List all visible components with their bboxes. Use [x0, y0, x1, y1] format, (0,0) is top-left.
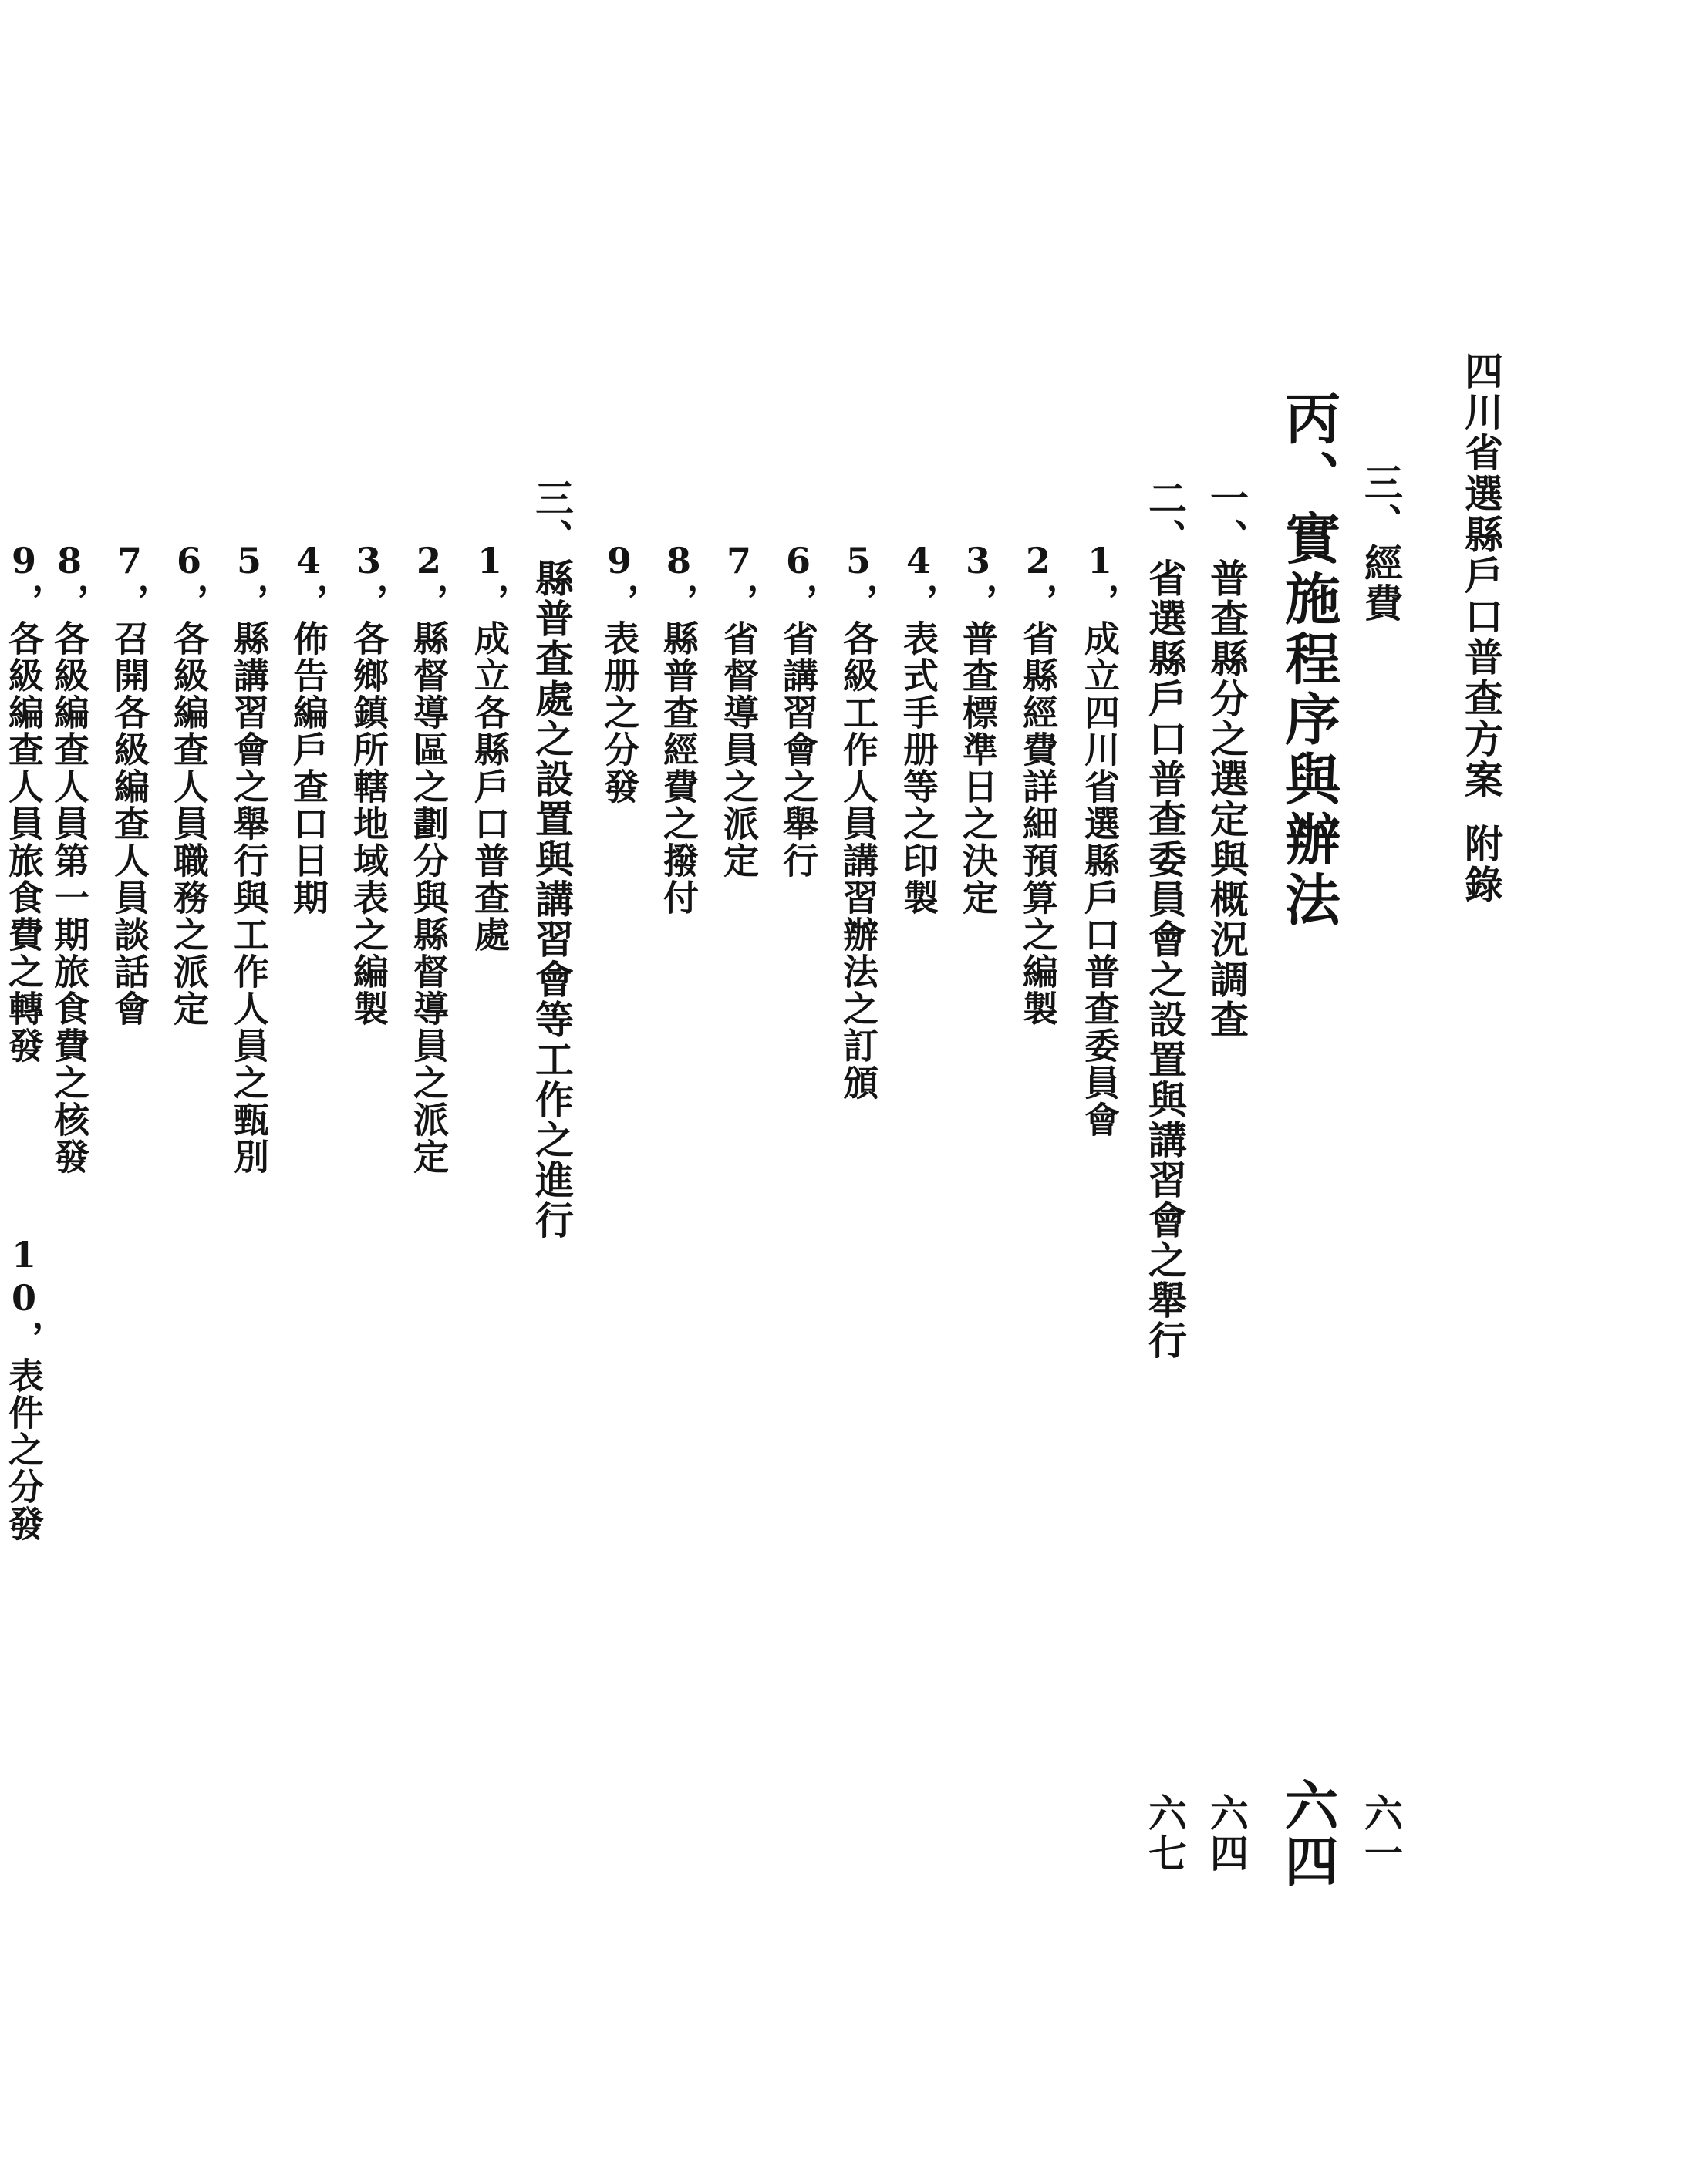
toc-item-3-8: 8，各級編查人員第一期旅食費之核發	[49, 540, 90, 1175]
toc-item-2-5: 5，各級工作人員講習辦法之訂頒	[838, 540, 879, 1101]
toc-item-2-9: 9，表册之分發	[599, 540, 640, 805]
page-number-section: 六四	[1276, 1778, 1340, 1889]
toc-prev-item: 三、經費	[1358, 463, 1404, 623]
toc-item-2-1: 1，成立四川省選縣戶口普查委員會	[1079, 540, 1121, 1138]
page-number-item-2: 六七	[1142, 1793, 1188, 1873]
page-number-item-1: 六四	[1204, 1793, 1249, 1873]
toc-item-2-7: 7，省督導員之派定	[718, 540, 760, 879]
toc-item-2-3: 3，普查標準日之決定	[957, 540, 999, 916]
section-label: 附錄	[1459, 824, 1504, 905]
toc-item-3-7: 7，召開各級編查人員談話會	[109, 540, 150, 1027]
toc-item-3-4: 4，佈告編戶查口日期	[288, 540, 329, 916]
section-heading: 丙、實施程序與辦法	[1276, 389, 1341, 931]
toc-item-2-8: 8，縣普查經費之撥付	[658, 540, 700, 916]
page-number-prev: 六一	[1358, 1793, 1404, 1873]
toc-item-2: 二、省選縣戶口普查委員會之設置與講習會之舉行	[1142, 478, 1188, 1360]
running-title: 四川省選縣戶口普查方案	[1459, 351, 1504, 800]
toc-item-3-1: 1，成立各縣戶口普查處	[469, 540, 511, 953]
toc-item-3-9: 9，各級編查人員旅食費之轉發	[3, 540, 45, 1064]
toc-item-3-2: 2，縣督導區之劃分與縣督導員之派定	[408, 540, 450, 1175]
toc-item-2-6: 6，省講習會之舉行	[777, 540, 819, 879]
toc-item-3-3: 3，各鄉鎮所轄地域表之編製	[348, 540, 389, 1027]
running-header	[1459, 351, 1504, 905]
toc-item-3: 三、縣普查處之設置與講習會等工作之進行	[529, 478, 575, 1240]
toc-item-3-10: 10，表件之分發	[3, 1234, 45, 1542]
toc-item-2-4: 4，表式手册等之印製	[898, 540, 939, 916]
toc-item-3-6: 6，各級編查人員職務之派定	[168, 540, 210, 1027]
toc-item-2-2: 2，省縣經費詳細預算之編製	[1017, 540, 1059, 1027]
toc-item-1: 一、普查縣分之選定與概況調查	[1204, 478, 1249, 1040]
toc-item-3-5: 5，縣講習會之舉行與工作人員之甄別	[228, 540, 270, 1175]
